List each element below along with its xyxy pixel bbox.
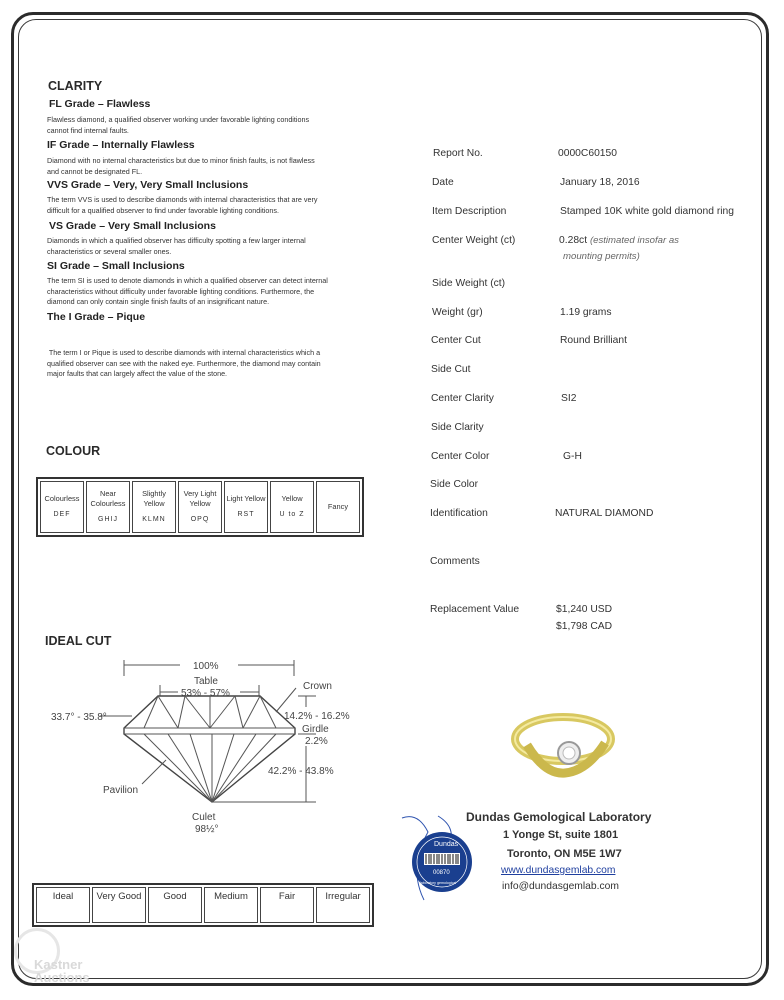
seal-ring-text: laboratory gemological — [420, 881, 457, 885]
cut-grade-fair: Fair — [260, 887, 314, 923]
diagram-pavilion-label: Pavilion — [103, 785, 139, 796]
seal-name: Dundas — [434, 841, 459, 848]
replacement-value-cad: $1,798 CAD — [556, 621, 613, 632]
lab-name: Dundas Gemological Laboratory — [466, 810, 652, 824]
grade-if-description: Diamond with no internal characteristics but due to minor finish faults, is not flawless and cannot be designated FL. — [47, 156, 315, 176]
cut-grade-irregular: Irregular — [316, 887, 370, 923]
diagram-pavilion-depth: 42.2% - 43.8% — [268, 766, 334, 777]
colour-cell-fancy: Fancy — [316, 481, 360, 533]
grade-fl-description: Flawless diamond, a qualified observer working under favorable lighting conditions cannot find internal faults. — [47, 115, 310, 135]
diagram-width-label: 100% — [193, 661, 219, 672]
grade-vvs-description: The term VVS is used to describe diamonds with internal characteristics that are very difficult for a qualified observer to find under favorable lighting conditions. — [47, 195, 318, 215]
colour-scale-table — [36, 477, 364, 537]
comments-label: Comments — [430, 556, 480, 567]
ring-photo — [505, 697, 625, 787]
report-number-value: 0000C60150 — [558, 148, 617, 159]
center-cut-label: Center Cut — [431, 335, 481, 346]
report-number-label: Report No. — [433, 148, 483, 159]
center-color-value: G-H — [563, 451, 582, 462]
grade-fl-title: FL Grade – Flawless — [49, 98, 151, 110]
replacement-value-label: Replacement Value — [430, 604, 520, 615]
side-cut-label: Side Cut — [431, 364, 471, 375]
colour-cell-near-colourless: Near Colourless GHIJ — [86, 481, 130, 533]
colour-cell-very-light-yellow: Very Light Yellow OPQ — [178, 481, 222, 533]
diagram-culet-label: Culet — [192, 812, 216, 823]
diagram-crown-height: 14.2% - 16.2% — [284, 711, 350, 722]
seal-number: 00870 — [433, 870, 450, 876]
cut-grade-table — [32, 883, 374, 927]
center-cut-value: Round Brilliant — [560, 335, 627, 346]
diagram-girdle-value: 2.2% — [305, 736, 328, 747]
cut-grade-good: Good — [148, 887, 202, 923]
colour-cell-light-yellow: Light Yellow RST — [224, 481, 268, 533]
item-description-label: Item Description — [432, 206, 507, 217]
grade-i-description: The term I or Pique is used to describe diamonds with internal characteristics which a qualified observer can see with the naked eye. Furthermore, the diamond may contain major faults that can largely affect the value of the stone. — [47, 348, 321, 378]
colour-cell-yellow: Yellow U to Z — [270, 481, 314, 533]
ideal-cut-heading: IDEAL CUT — [45, 634, 112, 648]
replacement-value-usd: $1,240 USD — [556, 604, 613, 615]
grade-vvs-title: VVS Grade – Very, Very Small Inclusions — [47, 179, 249, 191]
diamond-cut-diagram — [40, 652, 370, 840]
center-weight-label: Center Weight (ct) — [432, 235, 516, 246]
lab-address-line1: 1 Yonge St, suite 1801 — [503, 829, 619, 841]
colour-cell-slightly-yellow: Slightly Yellow KLMN — [132, 481, 176, 533]
center-clarity-value: SI2 — [561, 393, 577, 404]
diagram-crown-label: Crown — [303, 681, 332, 692]
diagram-table-label: Table — [194, 676, 218, 687]
side-color-label: Side Color — [430, 479, 479, 490]
weight-gr-value: 1.19 grams — [560, 307, 612, 318]
colour-cell-colourless: Colourless DEF — [40, 481, 84, 533]
colour-heading: COLOUR — [46, 444, 101, 458]
lab-address-line2: Toronto, ON M5E 1W7 — [507, 848, 622, 860]
cut-grade-medium: Medium — [204, 887, 258, 923]
grade-if-title: IF Grade – Internally Flawless — [47, 139, 195, 151]
center-weight-note: mounting permits) — [563, 251, 640, 262]
center-weight-value: 0.28ct (estimated insofar as — [559, 235, 679, 246]
grade-si-title: SI Grade – Small Inclusions — [47, 260, 185, 272]
diagram-girdle-label: Girdle — [302, 724, 329, 735]
grade-i-title: The I Grade – Pique — [47, 311, 146, 323]
center-color-label: Center Color — [431, 451, 490, 462]
watermark-text: Kastner Auctions — [34, 957, 90, 985]
center-clarity-label: Center Clarity — [431, 393, 494, 404]
item-description-value: Stamped 10K white gold diamond ring — [560, 206, 735, 217]
identification-value: NATURAL DIAMOND — [555, 508, 654, 519]
diagram-culet-value: 98½° — [195, 824, 219, 835]
clarity-heading: CLARITY — [48, 79, 103, 93]
grade-vs-title: VS Grade – Very Small Inclusions — [49, 220, 216, 232]
diagram-table-range: 53% - 57% — [181, 688, 230, 699]
grade-vs-description: Diamonds in which a qualified observer has difficulty spotting a few larger internal characteristics or several smaller ones. — [47, 236, 306, 256]
lab-website-link[interactable]: www.dundasgemlab.com — [501, 865, 616, 876]
cut-grade-ideal: Ideal — [36, 887, 90, 923]
grade-si-description: The term SI is used to denote diamonds in which a qualified observer can detect internal characteristics without difficulty under favorable lighting conditions. Furthermore, the diamond can only contain single finish faults of an insignificant nature. — [47, 276, 328, 306]
identification-label: Identification — [430, 508, 488, 519]
side-weight-label: Side Weight (ct) — [432, 278, 506, 289]
cut-grade-very-good: Very Good — [92, 887, 146, 923]
weight-gr-label: Weight (gr) — [432, 307, 483, 318]
date-value: January 18, 2016 — [560, 177, 640, 188]
diagram-crown-angle: 33.7° - 35.8° — [51, 712, 107, 723]
date-label: Date — [432, 177, 454, 188]
side-clarity-label: Side Clarity — [431, 422, 484, 433]
lab-email: info@dundasgemlab.com — [502, 881, 619, 892]
